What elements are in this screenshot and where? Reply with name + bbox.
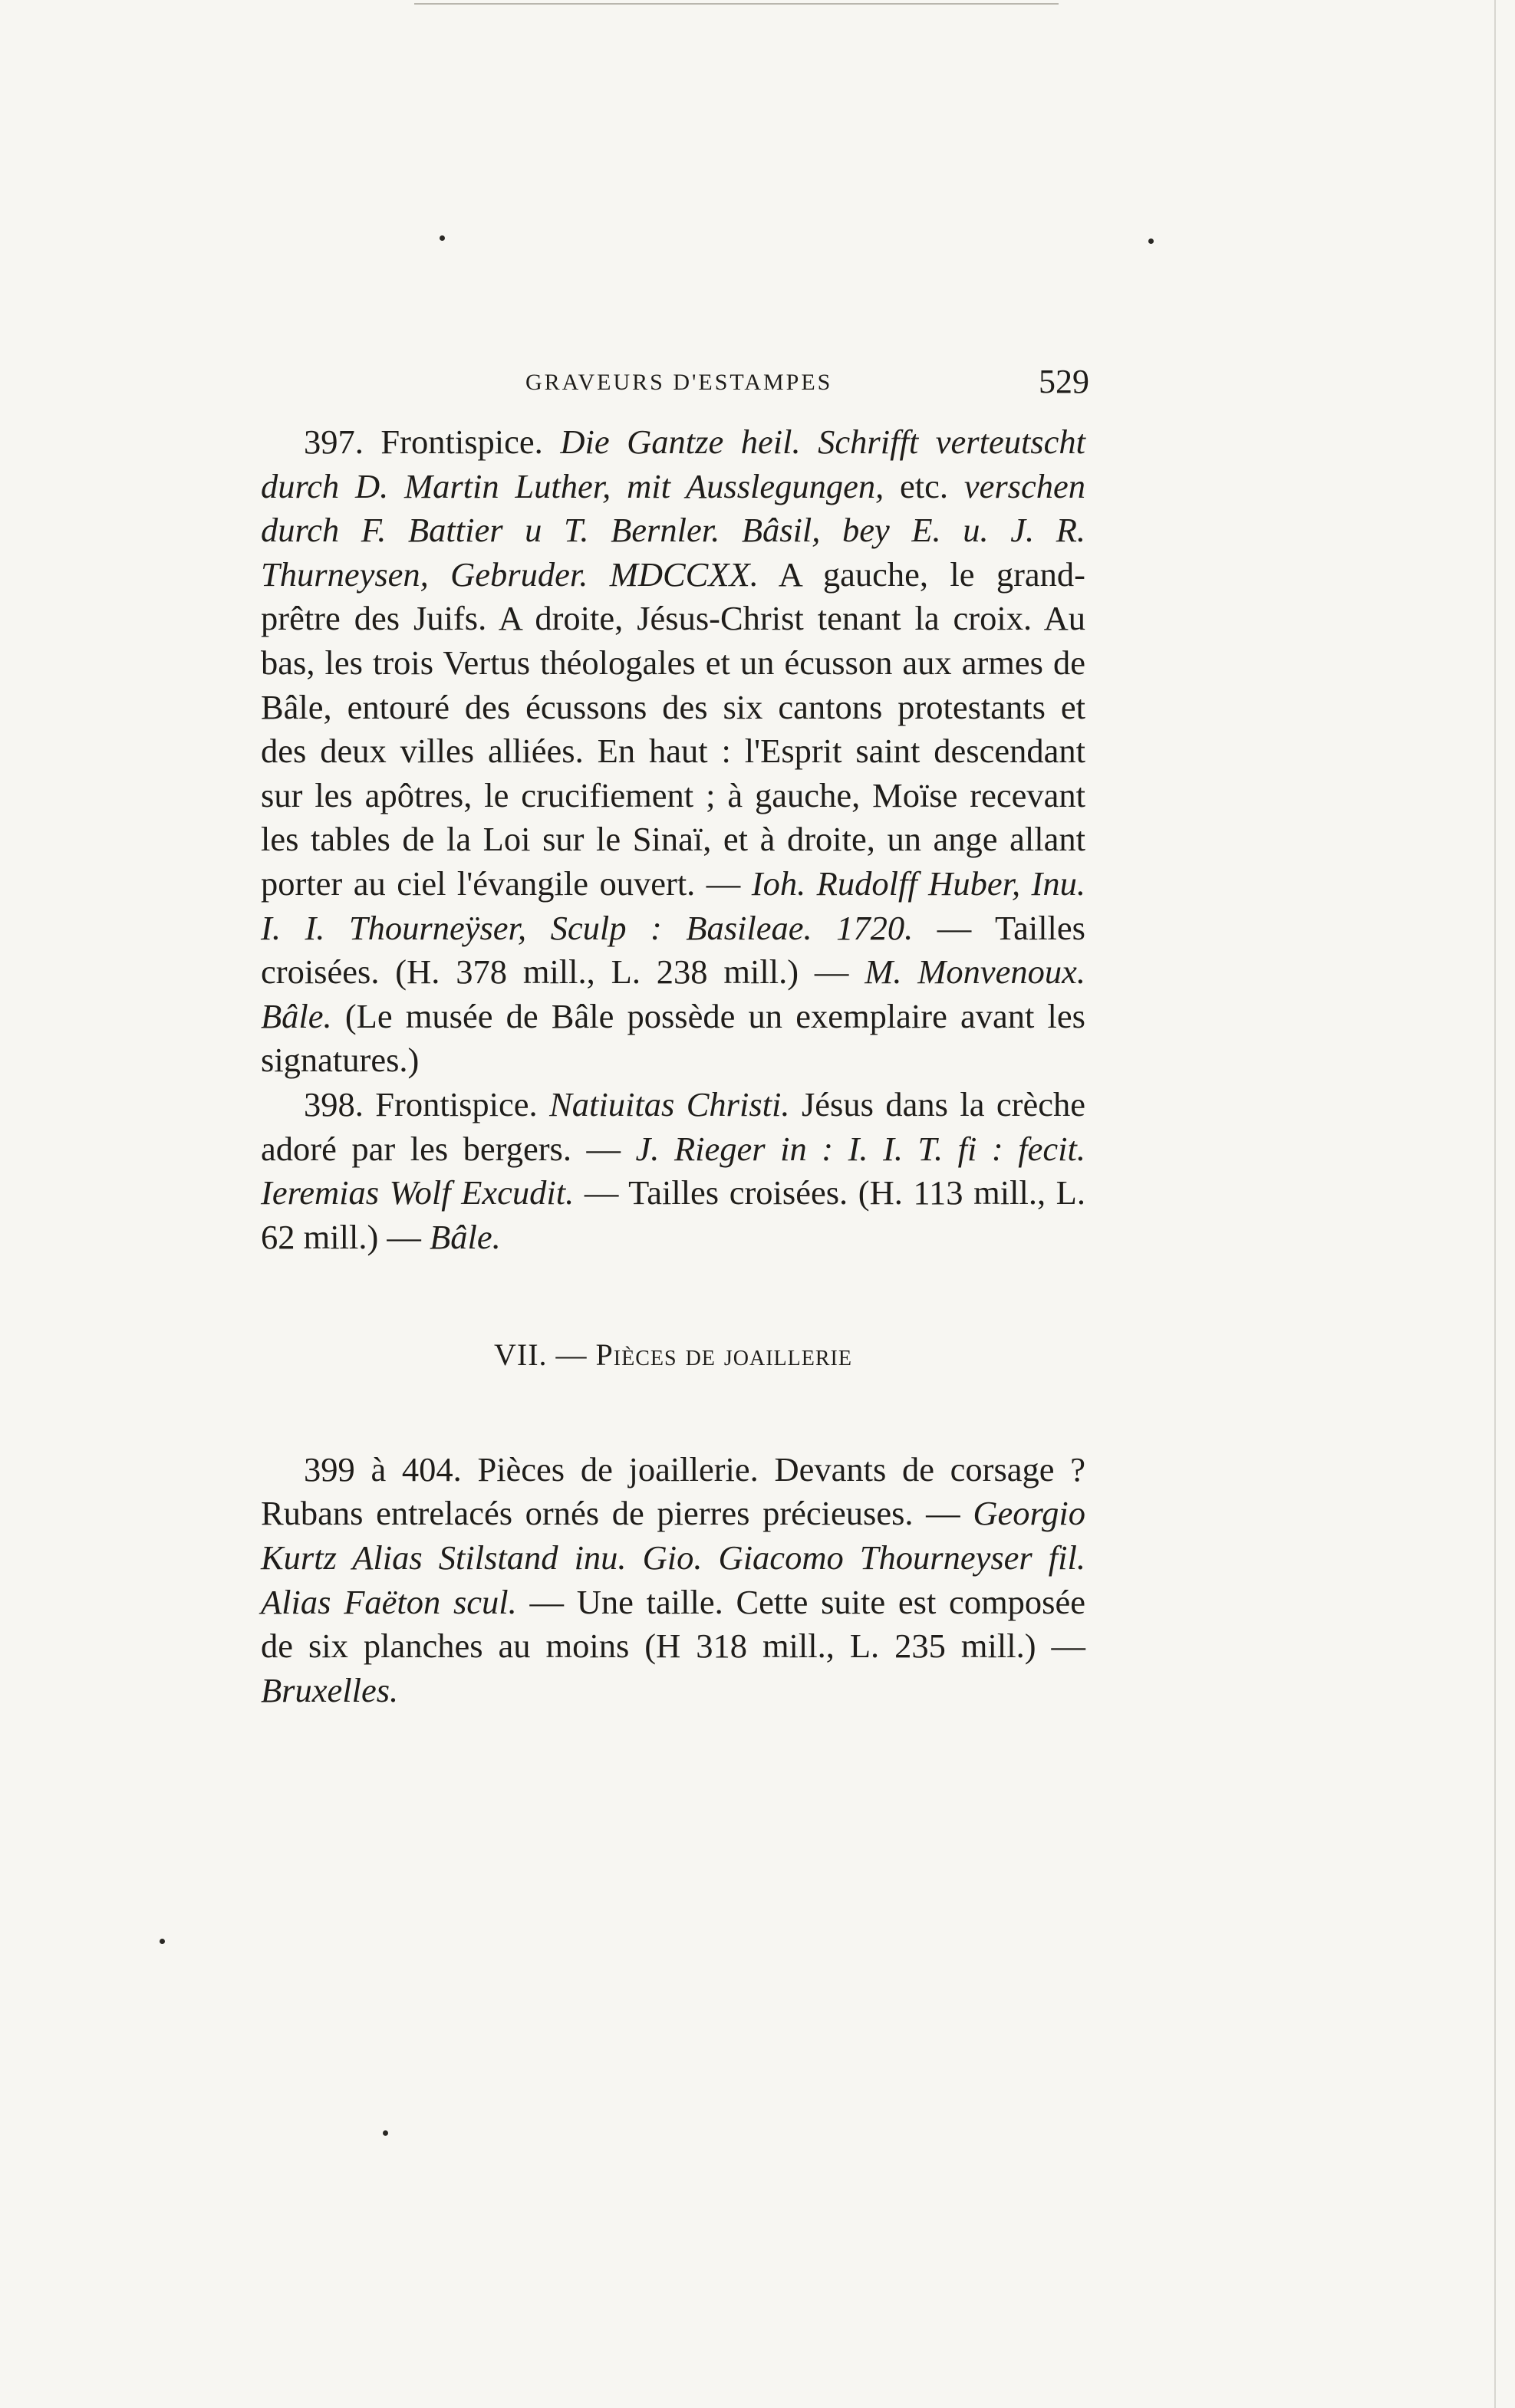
section-heading (261, 1333, 1085, 1377)
entries-group (261, 1448, 1085, 1713)
section-number: VII. — (494, 1337, 596, 1373)
body-text (261, 420, 1085, 1712)
entry-italic-text: Natiuitas Christi. (549, 1084, 790, 1123)
running-title: GRAVEURS D'ESTAMPES (525, 370, 833, 395)
scan-edge-top (414, 3, 1059, 5)
entry-italic-text: Die Gantze heil. Schrifft verteutscht durch D. Martin Luther, mit Ausslegungen, (261, 423, 1085, 505)
page-number: 529 (1039, 363, 1089, 400)
entry-text: (Le musée de Bâle possède un exemplaire avant les signatures.) (261, 996, 1085, 1080)
running-head (261, 362, 1105, 408)
catalogue-entry (261, 1083, 1085, 1259)
entry-italic-text: Georgio Kurtz Alias Stilstand inu. Gio. Giacomo Thourneyser fil. Alias Faëton scul. (261, 1494, 1085, 1621)
entry-text: — Tailles croisées. (H. 113 mill., L. 62 mill.) — (261, 1173, 1085, 1256)
ink-speck (440, 235, 445, 241)
entry-text: 399 à 404. Pièces de joaillerie. Devants de corsage ? Rubans entrelacés ornés de pierres précieuses. — (261, 1449, 1085, 1533)
entries-group (261, 420, 1085, 1259)
entry-italic-text: Bruxelles. (261, 1670, 399, 1709)
entry-text: Jésus dans la crèche adoré par les bergers. — (261, 1084, 1085, 1168)
entry-italic-text: Ioh. Rudolff Huber, Inu. I. I. Thourneÿser, Sculp : Basileae. 1720. (261, 864, 1086, 947)
entry-text: — Tailles croisées. (H. 378 mill., L. 238 mill.) — (261, 908, 1085, 992)
entry-text: 397. Frontispice. (304, 423, 561, 461)
entry-text: 398. Frontispice. (304, 1084, 550, 1123)
entry-italic-text: Bâle. (430, 1217, 501, 1256)
entry-text: — Une taille. Cette suite est composée de six planches au moins (H 318 mill., L. 235 mill.) — (261, 1582, 1085, 1666)
catalogue-entry (261, 1448, 1085, 1713)
entry-italic-text: verschen durch F. Battier u T. Bernler. Bâsil, bey E. u. J. R. Thurneysen, Gebruder. MDCCXX. (261, 466, 1085, 594)
scan-edge-right (1494, 0, 1496, 2408)
entry-text: A gauche, le grand-prêtre des Juifs. A droite, Jésus-Christ tenant la croix. Au bas, les trois Vertus théologales et un écusson aux armes de Bâle, entouré des écussons des six cantons protestants et des deux villes alliées. En haut : l'Esprit saint descendant sur les apôtres, le crucifiement ; à gauche, Moïse recevant les tables de la Loi sur le Sinaï, et à droite, un ange allant porter au ciel l'évangile ouvert. — (261, 554, 1085, 903)
catalogue-entry (261, 420, 1085, 1083)
entry-italic-text: M. Monvenoux. Bâle. (261, 952, 1085, 1035)
ink-speck (160, 1939, 165, 1944)
section-title: Pièces de joaillerie (595, 1337, 852, 1373)
ink-speck (1148, 238, 1154, 244)
entry-text: etc. (884, 466, 964, 505)
ink-speck (383, 2130, 388, 2136)
entry-italic-text: J. Rieger in : I. I. T. fi : fecit. Ieremias Wolf Excudit. (261, 1129, 1085, 1212)
